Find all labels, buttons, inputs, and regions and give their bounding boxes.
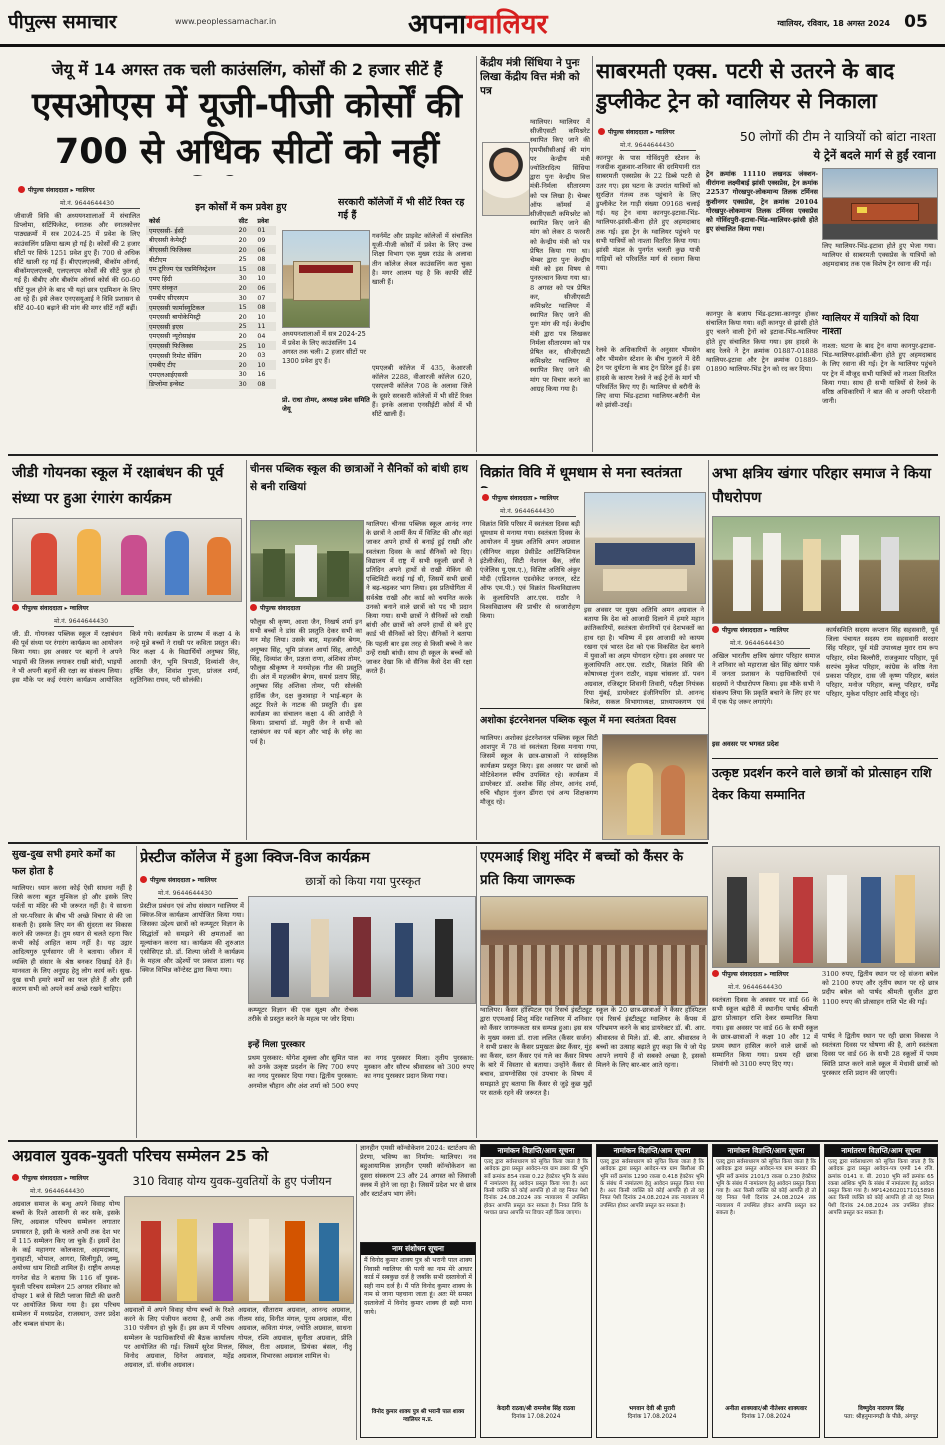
divider bbox=[476, 460, 477, 840]
khangar-body-1: अखिल भारतीय क्षत्रिय खंगार परिहार समाज ने शनिवार को महाराजा खेत सिंह खंगार पार्क में जनता प्रशासन के पदाधिकारियों एवं सदस्यों ने पौधारोपण किया। इस मौके सभी ने संकल्प लिया कि प्रकृति बचाने के लिए हर घर में एक पेड़ जरूर लगाएंगे। bbox=[712, 652, 820, 707]
sabarmati-sub-2: ये ट्रेनें बदले मार्ग से हुईं रवाना bbox=[813, 148, 936, 162]
vikrant-photo bbox=[584, 492, 706, 604]
sukh-headline: सुख-दुख सभी हमारे कर्मों का फल होता है bbox=[12, 849, 116, 877]
ashoka-headline: अशोका इंटरनेशनल पब्लिक स्कूल में मना स्वतंत्रता दिवस bbox=[480, 715, 676, 726]
prestige-mobile: मो.नं. 9644644430 bbox=[158, 888, 238, 899]
th-seat: सीट bbox=[238, 217, 248, 226]
red-dot-icon bbox=[140, 876, 147, 883]
masthead-logo: पीपुल्स समाचार bbox=[8, 11, 117, 32]
cell-seat: 30 bbox=[238, 293, 247, 302]
sos-photo-caption: अध्ययनशालाओं में सत्र 2024-25 में प्रवेश के लिए काउंसलिंग 14 अगस्त तक चली। 2 हजार सीटों पर 1300 प्रवेश हुए हैं। bbox=[282, 330, 366, 365]
ad-title: नामांतरण विज्ञप्ति/आम सूचना bbox=[825, 1145, 937, 1157]
table-header bbox=[146, 216, 276, 226]
ami-photo bbox=[480, 896, 708, 1006]
divider bbox=[476, 56, 477, 452]
ami-convocation: ज्ञानहीन एमसी कॉन्वोकेशन 2024: स्टार्टअप की प्रेरणा, भविष्य का निर्माण: ग्वालियर। नव बहुआयामिक ज्ञानहीन एमसी कॉन्वोकेशन का दूसरा संस्करण 23 और 24 अगस्त को जिवाजी क्लब में होने जा रहा है। जिसमें प्रदेश भर से छात्र और स्टार्टअप भाग लेंगे। bbox=[360, 1144, 476, 1199]
divider bbox=[708, 460, 709, 840]
table-row bbox=[146, 322, 276, 332]
vikrant-body-3-text: इस अवसर पर कुलाधिपति आर.एस. राठौर, विक्रांत विवि की कोषाध्यक्ष गुंजन राठौर, वाइस चांसलर डॉ. पवन अग्रवाल, रजिस्ट्रार शिवानी तिवारी, परीक्षा नियंत्रक रिया मुंबई, डायरेक्टर इंजीनियरिंग प्रो. आनन्द बिलेश, सकल विभागाध्यक्ष, प्राध्यापकगण एवं bbox=[584, 652, 704, 706]
sabarmati-side-body: नाश्ता: घटना के बाद ट्रेन वाया कानपुर-इटावा-भिंड-ग्वालियर-झांसी-बीना होते हुए अहमदाबाद के लिए रवाना की गई। ट्रेन के ग्वालियर पहुंचने पर ट्रेन में मौजूद सभी यात्रियों को नाश्ता वितरित किया गया। साथ ही सभी यात्रियों से रेलवे के वरिष्ठ अधिकारियों ने बात की व अपनी परेशानी जानी। bbox=[822, 342, 936, 406]
chinese-photo bbox=[250, 520, 364, 602]
utkrisht-body-1: 3100 रुपए, द्वितीय स्थान पर रहे संजना बघेल को 2100 रुपए और तृतीय स्थान पर रहे छात्र प्रदीप बघेल को पार्षद श्रीमती सुजीत द्वारा 1100 रुपए की प्रोत्साहन राशि भेंट की गई। bbox=[822, 970, 938, 1006]
cell-seat: 20 bbox=[236, 360, 255, 370]
rule bbox=[712, 758, 938, 759]
masthead bbox=[0, 0, 945, 48]
prestige-body-2: कम्प्यूटर विज्ञान की एक सूक्ष्म और रोचक तरीके से प्रस्तुत करने के महत्व पर जोर दिया। bbox=[248, 1006, 358, 1024]
row-rule bbox=[8, 842, 708, 844]
cell-admission: 09 bbox=[257, 235, 266, 244]
ad-signer: विष्णुदेव नारायण सिंह bbox=[858, 1406, 904, 1412]
sos-course-table bbox=[146, 216, 276, 442]
sabarmati-mobile: मो.नं. 9644644430 bbox=[620, 140, 696, 151]
utkrisht-photo bbox=[712, 846, 940, 968]
sos-side-kicker: सरकारी कॉलेजों में भी सीटें रिक्त रह गई हैं bbox=[338, 197, 465, 221]
sabarmati-headline-2: डुप्लीकेट ट्रेन को ग्वालियर से निकाला bbox=[596, 89, 877, 113]
goenka-mobile: मो.नं. 9644644430 bbox=[54, 616, 134, 627]
sos-quote: प्रो. राधा तोमर, अध्यक्ष प्रवेश समिति जेयू bbox=[282, 396, 370, 413]
sos-table-title: इन कोर्सों में कम प्रवेश हुए bbox=[195, 202, 287, 213]
cell-seat: 30 bbox=[238, 370, 247, 379]
sukh-body: ग्वालियर। ध्यान करना कोई ऐसी साधना नहीं है जिसे करना बहुत मुश्किल हो और इसके लिए पर्वतों या मंदिर की भी जरूरत नहीं है। ये साधना तो घर-परिवार के बीच भी अच्छे विचार से की जा सकती है। इसके लिए मन की सुंदरता का विकास करने की जरूरत है। तुम ध्यान से चलते रहना फिर कभी कोई आहित काम नहीं है। यह उद्गार आदित्यगुरु पूर्णसागर जी ने बताया। जीवन में व्यक्ति ही संसार के श्रेष्ठ बनकर दिखाई देते हैं। मानवता के लिए अनुग्रह हेतु लोग कार्य करें। सुख-दुख सभी हमारे कर्मों का फल होते हैं और इसी कारण सभी को अपने कर्म अच्छे रखने चाहिए। bbox=[12, 884, 132, 994]
cell-seat: 20 bbox=[238, 235, 247, 244]
agrawal-body-1: अग्रवाल समाज के बन्धु अपने विवाह योग्य बच्चों के रिश्ते आसानी से कर सके, इसके लिए, अग्रवाल परिचय सम्मेलन लगातार प्रयासरत है, इसी के चलते अभी तक देश भर में 115 सम्मेलन किए जा चुके हैं। इसमें देश के कई महानगर कोलकाता, अहमदाबाद, गुवाहाटी, भोपाल, आगरा, सिलीगुड़ी, जम्मू, अयोध्या धाम शिरडी शामिल हैं। राष्ट्रीय अध्यक्ष गगनेश सेठ ने बताया कि 116 वाँ युवक-युवती परिचय सम्मेलन 25 अगस्त रविवार को दोपहर 1 बजे से सिटी प्लाजा सिटी की छतरी पर आयोजित किया गया है। इस परिचय सम्मेलन में मध्यप्रदेश, राजस्थान, उत्तर प्रदेश और चम्बल संभाग के। bbox=[12, 1200, 120, 1328]
ad-signer: अनीता शाक्यवार/श्री नीतेश्वर शाक्यवार bbox=[725, 1406, 807, 1412]
cell-course: एमएससी- ईसी bbox=[146, 226, 236, 236]
red-dot-icon bbox=[598, 128, 605, 135]
red-dot-icon bbox=[250, 604, 257, 611]
ad-signer: भगवान देवी श्री मुरारी bbox=[629, 1406, 675, 1412]
cell-admission: 10 bbox=[257, 312, 266, 321]
prestige-body-3: प्रथम पुरस्कार: योगेश शुक्ला और सुमित पाल को उनके उत्कृष्ट प्रदर्शन के लिए 700 रुपए का नगद पुरस्कार दिया गया। द्वितीय पुरस्कार: अनमोल चौहान और अंश शर्मा को 500 रुपए का नगद पुरस्कार मिला। तृतीय पुरस्कार: मुस्कान और सौरभ श्रीवास्तव को 300 रुपए का नगद पुरस्कार प्रदान किया गया। bbox=[248, 1054, 474, 1090]
notice-body: मैं विनोद कुमार शाक्य पुत्र श्री भरानी पाल शाक्य निवासी ग्वालियर की पत्नी का नाम मेरे आधार कार्ड में सबकुछ दर्ज है जबकि सभी दस्तावेजों में सही नाम दर्ज है। मैं पति विनोद कुमार शाक्य के नाम से जाना पहचाना जाता हूं। अतः मेरे समस्त दस्तावेजों में विनोद कुमार शाक्य ही सही माना जाये। bbox=[364, 1257, 472, 1316]
cell-course: एम टूरिज्म एंड एडमिनिस्ट्रेशन bbox=[146, 264, 236, 274]
ad-2 bbox=[596, 1144, 708, 1438]
cell-seat: 30 bbox=[236, 379, 255, 389]
cell-course: बीटीएम bbox=[149, 255, 167, 264]
prestige-sub: छात्रों को किया गया पुरस्कृत bbox=[305, 874, 421, 888]
cell-admission: 06 bbox=[254, 283, 276, 293]
chinese-body-2: ग्वालियर। चीनस पब्लिक स्कूल आनंद नगर के छात्रों ने आर्मी कैंप में विजिट की और वहां जाकर अपने हाथों से बनाई हुई राखी और स्वतंत्रता दिवस के कार्ड सैनिकों को दिए। विद्यालय में राष्ट्र में सभी स्कूली छात्रों ने प्रतिदिन अपने हाथों से राखी मेकिंग की एक्टिविटी कराई गई थी, जिसमें सभी छात्रों ने बढ़-चढ़कर भाग लिया। इस प्रतियोगिता में सर्वश्रेष्ठ राखी और कार्ड को चयनित करके उनको बनाने वाले छात्रों को पद भी प्रदान किया गया। सभी छात्रों ने सैनिकों को राखी बांधी और छात्रों को अपने हाथों से बने हुए कार्ड भी सैनिकों को दिए। सैनिकों ने बताया कि पहली बार इस तरह से किसी बच्चे ने कर उन्हें राखी बांधी। साथ ही स्कूल के बच्चों को जाकर देखा कि वो सैनिक कैसे देश की रक्षा करते हैं। bbox=[366, 520, 472, 676]
row-rule bbox=[8, 454, 938, 456]
cell-course: एमए संस्कृत bbox=[146, 283, 236, 293]
row-rule bbox=[8, 1140, 938, 1142]
ad-date: दिनांक 17.08.2024 bbox=[511, 1414, 561, 1420]
table-row bbox=[146, 379, 276, 389]
scindia-headline: केंद्रीय मंत्री सिंधिया ने पुनः लिखा केंद्रीय वित्त मंत्री को पत्र bbox=[480, 57, 580, 97]
ad-body: एतद् द्वारा सर्वसाधारण को सूचित किया जाता है कि आवेदक द्वारा प्रस्तुत आवेदन-पत्र ग्राम बनवार की भूमि सर्वे क्रमांक 2101/3 रकबा 0.230 हेक्टेयर भूमि के संबंध में नामांतरण हेतु आवेदन प्रस्तुत किया गया है। अतः किसी व्यक्ति को कोई आपत्ति हो तो वह नियत पेशी दिनांक 24.08.2024 तक न्यायालय में उपस्थित होकर आपत्ति प्रस्तुत कर सकता है। bbox=[716, 1159, 816, 1217]
agrawal-sub: 310 विवाह योग्य युवक-युवतियों के हुए पंजीयन bbox=[132, 1174, 332, 1188]
cell-seat: 25 bbox=[236, 322, 255, 332]
khangar-headline: अभा क्षत्रिय खंगार परिहार समाज ने किया पौधरोपण bbox=[712, 466, 931, 506]
cell-admission: 08 bbox=[254, 379, 276, 389]
cell-admission: 10 bbox=[254, 341, 276, 351]
table-row bbox=[146, 264, 276, 274]
sabarmati-sub-1: 50 लोगों की टीम ने यात्रियों को बांटा नाश्ता bbox=[739, 129, 936, 144]
ami-headline: एएमआई शिशु मंदिर में बच्चों को कैंसर के प्रति किया जागरूक bbox=[480, 850, 683, 888]
notice-foot: विनोद कुमार शाक्य पुत्र श्री भरानी पाल शाक्य ग्वालियर म.प्र. bbox=[371, 1409, 465, 1423]
cell-course: बीएससी फिजिक्स bbox=[146, 245, 236, 255]
cell-course: एमएससी न्यूरोसाइंस bbox=[149, 332, 196, 341]
ad-body: एतद् द्वारा सर्वसाधारण को सूचित किया जाता है कि आवेदक द्वारा प्रस्तुत आवेदन-पत्र एमपी 14 रजि. क्रमांक 0141 व. बी. 2010 भूमि सर्वे क्रमांक 65 रकबा आंशिक भूमि के संबंध में नामांतरण हेतु आवेदन प्रस्तुत किया गया है। MP1426020171015898 अतः किसी व्यक्ति को कोई आपत्ति हो तो वह नियत पेशी दिनांक 24.08.2024 तक उपस्थित होकर आपत्ति प्रस्तुत कर सकता है। bbox=[828, 1159, 934, 1217]
notice-title: नाम संशोधन सूचना bbox=[361, 1243, 475, 1255]
utkrisht-headline: उत्कृष्ट प्रदर्शन करने वाले छात्रों को प्रोत्साहन राशि देकर किया सम्मानित bbox=[712, 765, 932, 802]
sos-headline-2: 700 से अधिक सीटों को नहीं bbox=[54, 132, 440, 172]
utkrisht-byline: पीपुल्स संवाददाता ▸ ग्वालियर bbox=[712, 970, 812, 982]
table-row bbox=[146, 312, 276, 322]
cell-course: बीएससी केमेस्ट्री bbox=[149, 236, 187, 245]
cell-seat: 20 bbox=[236, 245, 255, 255]
sos-kicker: जेयू में 14 अगस्त तक चली काउंसलिंग, कोर्सों की 2 हजार सीटें हैं bbox=[51, 60, 443, 79]
table-row bbox=[146, 293, 276, 303]
goenka-photo bbox=[12, 518, 242, 602]
chinese-headline: चीनस पब्लिक स्कूल की छात्राओं ने सैनिकों को बांधी हाथ से बनी राखियां bbox=[250, 463, 469, 493]
khangar-body-2: इस अवसर पर भगवत प्रदेश bbox=[712, 740, 779, 748]
ad-1 bbox=[480, 1144, 592, 1438]
masthead-rule bbox=[0, 44, 945, 47]
rule bbox=[480, 708, 706, 709]
divider bbox=[592, 56, 593, 452]
sos-side-body-2: एमएलबी कॉलेज में 435, केआरजी कॉलेज 2288, वीआरजी कॉलेज 620, एसएलपी कॉलेज 708 के अलावा जिले के दूसरे सरकारी कॉलेजों में भी सीटें रिक्त हैं। इनके अलावा एनसीईटी कोर्स में भी सीटें खाली हैं। bbox=[372, 364, 472, 419]
cell-admission: 08 bbox=[257, 255, 266, 264]
cell-seat: 25 bbox=[236, 341, 255, 351]
dateline: ग्वालियर, रविवार, 18 अगस्त 2024 bbox=[777, 19, 890, 28]
cell-seat: 20 bbox=[238, 351, 247, 360]
ad-date: दिनांक 17.08.2024 bbox=[627, 1414, 677, 1420]
table-row bbox=[146, 341, 276, 351]
table-row bbox=[146, 283, 276, 293]
goenka-body: जी. डी. गोयनका पब्लिक स्कूल में रक्षाबंधन की पूर्व संध्या पर रंगारंग कार्यक्रम का आयोजन किया गया। इस अवसर पर बहनों ने अपने भाइयों की तिलक लगाकर राखी बांधी, भाइयों ने भी अपनी बहनों की रक्षा का संकल्प लिया। इस मौके पर कई रंगारंग कार्यक्रम आयोजित किये गये। कार्यक्रम के प्रारम्भ में कक्षा 4 के नन्हे मुन्ने बच्चों ने राखी पर कविता प्रस्तुत की। फिर कक्षा 4 के विद्यार्थियों अनुष्का सिंह, आराधी जैन, भूमि त्रिपाठी, दिव्यांशी जैन, हर्षित जैन, शिवांश गुप्ता, प्रांजल शर्मा, स्तुतिनिका राघव, परी सोलंकी। bbox=[12, 630, 240, 685]
cell-course: एमबीए टीए bbox=[146, 360, 236, 370]
red-dot-icon bbox=[12, 604, 19, 611]
chinese-byline: पीपुल्स संवाददाता bbox=[250, 604, 362, 616]
table-row bbox=[146, 350, 276, 360]
cell-seat: 20 bbox=[236, 226, 255, 236]
cell-admission: 06 bbox=[254, 245, 276, 255]
cell-admission: 08 bbox=[254, 264, 276, 274]
ad-body: एतद् द्वारा सर्वसाधारण को सूचित किया जाता है कि आवेदक द्वारा प्रस्तुत आवेदन-पत्र ग्राम डबरा की भूमि सर्वे क्रमांक 854 रकबा 0.22 हेक्टेयर भूमि के संबंध में नामांतरण हेतु आवेदन प्रस्तुत किया गया है। अतः किसी व्यक्ति को कोई आपत्ति हो तो वह नियत पेशी दिनांक 24.08.2024 तक न्यायालय में उपस्थित होकर आपत्ति प्रस्तुत कर सकता है। नियत तिथि के पश्चात प्राप्त आपत्ति पर विचार नहीं किया जाएगा। bbox=[484, 1159, 588, 1217]
cell-course: एमएलआईएससी bbox=[149, 370, 188, 379]
th-course: कोर्स bbox=[149, 217, 160, 226]
ad-title: नामांकन विज्ञप्ति/आम सूचना bbox=[481, 1145, 591, 1157]
cell-course: एमएससी इएस bbox=[146, 322, 236, 332]
divider bbox=[246, 460, 247, 840]
divider bbox=[136, 846, 137, 1138]
masthead-website[interactable]: www.peoplessamachar.in bbox=[175, 17, 277, 26]
utkrisht-mobile: मो.नं. 9644644430 bbox=[728, 982, 808, 993]
ad-4 bbox=[824, 1144, 938, 1438]
table-row bbox=[146, 274, 276, 284]
prestige-body-1: प्रेस्टीज प्रबंधन एवं शोध संस्थान ग्वालियर में क्विज-विज कार्यक्रम आयोजित किया गया। जिसका उद्देश्य छात्रों को कम्प्यूटर विज्ञान के सिद्धांतों को समझने की क्षमताओं का मूल्यांकन करना था। कार्यक्रम की शुरुआत एसोसिएट प्रो. डॉ. शिल्पा जोशी ने कार्यक्रम के महत्व और उद्देश्यों पर प्रकाश डाला। यह क्विज विभिन्न कॉन्टेस्ट द्वारा किया गया। bbox=[140, 902, 244, 975]
table-row bbox=[146, 226, 276, 236]
agrawal-mobile: मो.नं. 9644644430 bbox=[30, 1186, 110, 1197]
vikrant-mobile: मो.नं. 9644644430 bbox=[500, 506, 576, 517]
table-row bbox=[146, 370, 276, 380]
agrawal-photo bbox=[124, 1196, 354, 1304]
cell-seat: 25 bbox=[238, 255, 247, 264]
cell-admission: 10 bbox=[257, 274, 266, 283]
prestige-photo bbox=[248, 896, 476, 1004]
prestige-winners-head: इन्हें मिला पुरस्कार bbox=[248, 1040, 305, 1050]
cell-seat: 15 bbox=[236, 264, 255, 274]
cell-course: डिप्लोमा इन्वेस्ट bbox=[146, 379, 236, 389]
vikrant-byline: पीपुल्स संवाददाता ▸ ग्वालियर bbox=[482, 494, 582, 506]
khangar-byline: पीपुल्स संवाददाता ▸ ग्वालियर bbox=[712, 626, 822, 638]
cell-admission: 08 bbox=[254, 302, 276, 312]
course-table bbox=[146, 216, 276, 389]
train-caption: लिए ग्वालियर-भिंड-इटावा होते हुए भेजा गया। ग्वालियर से साबरमती एक्सप्रेस के यात्रियों को अहमदाबाद तक एक विशेष ट्रेन रवाना की गई। bbox=[822, 242, 936, 269]
sabarmati-headline-1: साबरमती एक्स. पटरी से उतरने के बाद bbox=[596, 59, 895, 83]
cell-admission: 01 bbox=[254, 226, 276, 236]
vikrant-headline: विक्रांत विवि में धूमधाम से मना स्वतंत्रता bbox=[480, 465, 682, 481]
ad-date: पता: श्रीहनुमानगढ़ी के पीछे, अंगपुर bbox=[843, 1414, 919, 1420]
table-row bbox=[146, 235, 276, 245]
jiwaji-university-photo bbox=[282, 230, 370, 328]
cell-seat: 20 bbox=[238, 331, 247, 340]
red-dot-icon bbox=[712, 626, 719, 633]
scindia-body: ग्वालियर। ग्वालियर में सीजीएसटी कमिश्नरेट स्थापित किए जाने की एमपीसीसीआई की मांग पर केन्द्रीय मंत्री ज्योतिरादित्य सिंधिया द्वारा पुनः केन्द्रीय वित्त मंत्री-निर्मला सीतारमण को पत्र लिखा है। चेम्बर ऑफ कॉमर्स में सीजीएसटी कमिश्नरेट को स्थापित किए जाने की मांग को लेकर 8 फरवरी को केन्द्रीय मंत्री को पत्र प्रेषित किया गया था। चेम्बर द्वारा पुनः केन्द्रीय मंत्री को इस विषय से पुनरुत्थान किया गया था। 8 अगस्त को पत्र प्रेषित कर, सीजीएसटी कमिश्नरेट ग्वालियर में स्थापित किए जाने की पुनः मांग की गई। केन्द्रीय मंत्री द्वारा पत्र लिखकर निर्मला सीतारमण को पत्र प्रेषित कर, सीजीएसटी कमिश्नरेट ग्वालियर में स्थापित किए जाने की मांग पर विचार करने का आग्रह किया गया है। bbox=[530, 118, 590, 393]
ad-title: नामांकन विज्ञप्ति/आम सूचना bbox=[713, 1145, 819, 1157]
utkrisht-body-2: स्वतंत्रता दिवस के अवसर पर वार्ड 66 के सभी स्कूल बड़ोरी में स्थानीय पार्षद श्रीमती द्वारा प्रोत्साहन राशि देकर सम्मानित किया गया। इस अवसर पर वार्ड 66 के सभी स्कूल के छात्र-छात्राओं ने कक्षा 10 और 12 में प्रथम स्थान हासिल करने वाले छात्रों को सम्मानित किया गया। प्रथम रही छात्रा शिवांगी को 3100 रुपए दिए गए। bbox=[712, 996, 818, 1069]
sos-side-body-1: गवर्नमेंट और प्राइवेट कॉलेजों में संचालित यूजी-पीजी कोर्सों में प्रवेश के लिए उच्च शिक्षा विभाग एक मुख्य राउंड के अलावा तीन कॉलेज लेवल काउंसलिंग करा चुका है। मगर आलम यह है कि काफी सीटें खाली हैं। bbox=[372, 232, 472, 287]
agrawal-headline: अग्रवाल युवक-युवती परिचय सम्मेलन 25 को bbox=[12, 1147, 269, 1165]
ashoka-photo bbox=[602, 734, 708, 840]
khangar-body-3: कार्यसमिति सदस्य कप्तान सिंह सहसवारी, पूर्व जिला पंचायत सदस्य राम सहसवारी सरदार सिंह परिहार, पूर्व मंडी उपाध्यक्ष मुरार राम रूप परिहार, रमेश बिल्लौरी, राजकुमार परिहार, पूर्व सरपंच मुकेश परिहार, कांग्रेस के वरिष्ठ नेता प्रकाश परिहार, दास जी कृष्ण परिहार, बसंत परिहार, मनोज परिहार, बल्लू परिहार, धर्मेंद्र परिहार, मुकेश परिहार आदि मौजूद रहे। bbox=[826, 626, 938, 699]
cell-admission: 16 bbox=[257, 370, 266, 379]
agrawal-body-2: अग्रवालों में अपने विवाह योग्य बच्चों के रिश्ते करने के लिए पंजीयन कराया है, अभी तक 310 पंजीयन हो चुके हैं। इस क्रम में परिचय सम्मेलन के पदाधिकारियों की बैठक कार्यालय पर आयोजित की गई। जिसमें सुरेश मित्तल, विनोद अग्रवाल, दिनेश अग्रवाल, महेंद्र अग्रवाल, डॉ. संजीव अग्रवाल। bbox=[124, 1306, 234, 1370]
agrawal-byline: पीपुल्स संवाददाता ▸ ग्वालियर bbox=[12, 1174, 112, 1186]
cell-course: एमबीए सीएसएम bbox=[149, 294, 189, 303]
chinese-body-1: फौलुस श्री कृष्ण, आशा जैन, निखर्ष शर्मा इन सभी बच्चों ने डांस की प्रस्तुति देकर सभी का मन मोह लिया। उसके बाद, महजबीन बेगम, अनुष्का सिंह, भूमि प्रांजल आर्या सिंह, आरोही सिंह, दिव्यांश जैन, प्रज्ञता राणा, अंशिका तोमर, फौलुस श्रीकृष्ण ने मनमोहक गीत की प्रस्तुति दी। अंत में महजबीन बेगम, समर्थ प्रताप सिंह, अनुष्का सिंह अंशिका तोमर, परी सोलंकी हार्दिक जैन, दक्ष कुशवाहा ने भाई-बहन के अटूट रिश्ते के नाटक की प्रस्तुति दी। इस कार्यक्रम का संचालन कक्षा 4 की आरोही ने किया। प्राचार्या डॉ. मधुरी जैन ने सभी को रक्षाबंधन का पर्व बहन और भाई के स्नेह का पर्व है। bbox=[250, 618, 362, 746]
sabarmati-routes-2: कानपुर के बजाय भिंड-इटावा-कानपुर होकर संचालित किया गया। वहीं कानपुर से झांसी होते हुए चलने वाली ट्रेनों को इटावा-भिंड-ग्वालियर होते हुए संचालित किया गया। इस हादसे के बाद रेलवे ने ट्रेन क्रमांक 01887-01888 ग्वालियर-इटावा और ट्रेन क्रमांक 01889-01890 ग्वालियर-भिंड ट्रेन को रद कर दिया। bbox=[706, 310, 818, 374]
red-dot-icon bbox=[482, 494, 489, 501]
vikrant-body-1: विक्रांत विवि परिसर में स्वतंत्रता दिवस बड़ी धूमधाम से मनाया गया। स्वतंत्रता दिवस के आयोजन में मुख्य अतिथि अमन अग्रवाल (सीनियर वाइस प्रेसीडेंट आर्टिफिशियल इंटेलीजेंस), सिटी नेशनल बैंक, लॉस एंजेलिस यू.एस.ए.), विशिष्ट अतिथि अंकुर मोदी (एडिशनल एडवोकेट जनरल, स्टेट ऑफ एम.पी.) एवं विक्रांत विश्वविद्यालय के कुलाधिपति आर.एस. राठौर ने विश्वविद्यालय की प्राचीर से ध्वजारोहण किया। bbox=[480, 520, 580, 621]
cell-admission: 03 bbox=[257, 351, 266, 360]
cell-course: एमएससी रिमोट सेंसिंग bbox=[149, 351, 202, 360]
cell-admission: 11 bbox=[254, 322, 276, 332]
red-dot-icon bbox=[18, 186, 25, 193]
sos-body: जीवाजी विवि की अध्ययनशालाओं में संचालित डिप्लोमा, सर्टिफिकेट, स्नातक और स्नातकोत्तर पाठ्यक्रमों में सत्र 2024-25 में प्रवेश के लिए काउंसलिंग प्रक्रिया खत्म हो गई है। कोर्सों की 2 हजार सीटों पर सिर्फ 1251 प्रवेश हुए हैं। 700 से अधिक सीटें खाली रह गई हैं। बीएएलएलबी, बीकॉम ऑनर्स, बीकॉमएलएलबी, एलएलएम कोर्सों की सीटें फुल हो गई हैं। बीबीए और बीकॉम ऑनर्स कोर्स की 60-60 सीटें फुल होने के बाद भी यहां छात्र एडमिशन के लिए आ रहे हैं। इसे लेकर एनएसयूआई ने विवि प्रशासन से सीटें 40-40 बढ़ाने की मांग की मगर सीटें नहीं बढ़ीं। bbox=[14, 212, 140, 313]
goenka-byline: पीपुल्स संवाददाता ▸ ग्वालियर bbox=[12, 604, 132, 616]
table-row bbox=[146, 360, 276, 370]
ami-body-2: स्कूल के 20 छात्र-छात्राओं ने कैंसर हॉस्पिटल एवं रिसर्च इंस्टीट्यूट ग्वालियर के कैंपस में परिभ्रमण करने के बाद डायरेक्टर डॉ. बी. आर. श्रीवास्तव से मिले। डॉ. बी. आर. श्रीवास्तव ने बच्चों का उत्साह बढ़ाते हुए कहा कि ये जो पेड़ आपने लगाये हैं वो सबको अच्छा है, इसको मिलने के लिए बार-बार आते रहना। bbox=[596, 1006, 706, 1070]
cell-seat: 15 bbox=[236, 302, 255, 312]
red-dot-icon bbox=[712, 970, 719, 977]
section-title bbox=[408, 4, 608, 40]
cell-seat: 30 bbox=[238, 274, 247, 283]
page-number: 05 bbox=[904, 12, 928, 32]
table-row bbox=[146, 331, 276, 341]
cell-course: एमए हिंदी bbox=[149, 274, 173, 283]
cell-admission: 10 bbox=[254, 360, 276, 370]
cell-seat: 20 bbox=[236, 283, 255, 293]
table-row bbox=[146, 302, 276, 312]
ad-title: नामांकन विज्ञप्ति/आम सूचना bbox=[597, 1145, 707, 1157]
ad-date: दिनांक 17.08.2024 bbox=[741, 1414, 791, 1420]
prestige-byline: पीपुल्स संवाददाता ▸ ग्वालियर bbox=[140, 876, 250, 888]
khangar-photo bbox=[712, 516, 940, 624]
cell-admission: 04 bbox=[257, 331, 266, 340]
th-admission: प्रवेश bbox=[257, 217, 269, 226]
agrawal-body-3: अग्रवाल, सीताराम अग्रवाल, आनन्द अग्रवाल, नीलम सांद, विनीत मंगल, पूनम अग्रवाल, मीरा अग्रवाल, कविता मंगल, ज्योति अग्रवाल, साधना गोयल, रश्मि अग्रवाल, सुनीता अग्रवाल, प्रीति सिंघल, रीता अग्रवाल, प्रियंका बंसल, नीतू अग्रवाल, विभारका अग्रवाल शामिल थे। bbox=[238, 1306, 352, 1361]
red-dot-icon bbox=[12, 1174, 19, 1181]
cell-course: एमएससी फिजिक्स bbox=[146, 341, 236, 351]
cell-seat: 20 bbox=[238, 312, 247, 321]
cell-admission: 07 bbox=[257, 293, 266, 302]
sabarmati-routes: ट्रेन क्रमांक 11110 लखनऊ जंक्शन-वीरांगना लक्ष्मीबाई झांसी एक्सप्रेस, ट्रेन क्रमांक 22537 गोरखपुर-लोकमान्य तिलक टर्मिनस कुशीनगर एक्सप्रेस, ट्रेन क्रमांक 20104 गोरखपुर-लोकमान्य तिलक टर्मिनस एक्सप्रेस को गोविंदपुरी-इटावा-भिंड-ग्वालियर-झांसी होते हुए संचालित किया गया। bbox=[706, 170, 818, 234]
table-row bbox=[146, 254, 276, 264]
khangar-mobile: मो.नं. 9644644430 bbox=[730, 638, 810, 649]
section-prefix: अपना bbox=[408, 9, 466, 40]
sabarmati-body: कानपुर के पास गोविंदपुरी स्टेशन के नजदीक शुक्रवार-शनिवार की दरमियानी रात साबरमती एक्सप्रेस के 22 डिब्बे पटरी से उतर गए। इस घटना के उपरांत यात्रियों को सुरक्षित गंतव्य तक पहुंचाने के लिए डुप्लीकेट रेल गाड़ी संख्या 09168 चलाई गई। यह ट्रेन वाया कानपुर-इटावा-भिंड-ग्वालियर-झांसी-बीना होते हुए अहमदाबाद तक गई। इस ट्रेन के ग्वालियर पहुंचने पर सभी यात्रियों को नाश्ता वितरित किया गया। झांसी मंडल के पुनर्गत चलती कुछ यात्री गाड़ियों को परिवर्तित मार्ग से रवाना किया गया। bbox=[596, 154, 700, 273]
sabarmati-body-2: रेलवे के अधिकारियों के अनुसार भीमसेन और भीमसेन स्टेशन के बीच गुजरने में देरी ट्रेन पर दुर्घटना के बाद ट्रेन डिरेल हुई है। इस हादसे के कारण रेलवे ने कई ट्रेनों के मार्ग भी परिवर्तित किए गए हैं। ग्वालियर से बरौनी के लिए वाया भिंड-इटावा ग्वालियर-बरौनी मेल को झांसी-उरई। bbox=[596, 346, 700, 410]
prestige-headline: प्रेस्टीज कॉलेज में हुआ क्विज-विज कार्यक्रम bbox=[140, 850, 370, 866]
vikrant-body-2: इस अवसर पर मुख्य अतिथि अमन अग्रवाल ने बताया कि देश को आजादी दिलाने में हमारे महान क्रांतिकारियों, स्वतंत्रता सेनानियों एवं देशभक्तों का हाथ रहा है। भविष्य में इस आजादी को कायम रखना एवं भारत देश को एक विकसित देश बनाने में युवाओं का अहम योगदान रहेगा। इस अवसर पर कुलाधिपति आर.एस. राठौर, विक्रांत विवि की कोषाध्यक्ष गुंजन राठौर, वाइस चांसलर डॉ. पवन अग्रवाल, रजिस्ट्रार शिवानी तिवारी, परीक्षा नियंत्रक रिया मुंबई, डायरेक्टर इंजीनियरिंग प्रो. आनन्द बिलेश, सकल विभागाध्यक्ष, प्राध्यापकगण एवं bbox=[584, 606, 704, 706]
sabarmati-side-head: ग्वालियर में यात्रियों को दिया नाश्ता bbox=[822, 313, 919, 337]
ashoka-body: ग्वालियर। अशोका इंटरनेशनल पब्लिक स्कूल सिटी आशपुर में 78 वां स्वतंत्रता दिवस मनाया गया, जिसमें स्कूल के छात्र-छात्राओं ने सांस्कृतिक कार्यक्रम प्रस्तुत किए। इस अवसर पर छात्रों को मोटिवेशनल स्पीच उपस्थित रहे। कार्यक्रम में डायरेक्टर डॉ. अशोक सिंह तोमर, आनंद शर्मा, रुचि चौहान गुंजन ढींगरा एवं अन्य शिक्षकगण मौजूद रहे। bbox=[480, 734, 598, 807]
train-photo bbox=[822, 168, 938, 240]
section-city: ग्वालियर bbox=[465, 9, 548, 40]
sabarmati-byline: पीपुल्स संवाददाता ▸ ग्वालियर bbox=[598, 128, 698, 140]
ami-body-1: ग्वालियर। कैंसर हॉस्पिटल एवं रिसर्च इंस्टीट्यूट द्वारा एएमआई शिशु मंदिर ग्वालियर में शनिवार को कैंसर जागरूकता सत्र सम्पन्न हुआ। इस सत्र के मुख्य वक्ता डॉ. राजा ललित (कैंसर सर्जन) ने सभी प्रकार के कैंसर प्रमुखतः ब्रेस्ट कैंसर, मुंह का कैंसर, स्तन कैंसर एवं गले का कैंसर विषय के बारे में विस्तार से बताया। उन्होंने कैंसर से बचाव, डायग्नोसिस एवं उपचार के विषय में समझाते हुए बताया कि कैंसर से जुड़े कुछ मुद्दों पर सतर्क रहने की जरूरत है। bbox=[480, 1006, 592, 1097]
cell-course: एमएससी बायोकेमिस्ट्री bbox=[149, 313, 201, 322]
sos-byline: पीपुल्स संवाददाता ▸ ग्वालियर bbox=[18, 186, 138, 198]
divider bbox=[476, 846, 477, 1138]
ad-signer: केदारी राठवा/श्री रामनरेश सिंह राठवा bbox=[497, 1406, 575, 1412]
ad-body: एतद् द्वारा सर्वसाधारण को सूचित किया जाता है कि आवेदक द्वारा प्रस्तुत आवेदन-पत्र ग्राम बिलौआ की भूमि सर्वे क्रमांक 1290 रकबा 0.418 हेक्टेयर भूमि के संबंध में नामांतरण हेतु आवेदन प्रस्तुत किया गया है। अतः किसी व्यक्ति को कोई आपत्ति हो तो वह नियत पेशी दिनांक 24.08.2024 तक न्यायालय में उपस्थित होकर आपत्ति प्रस्तुत कर सकता है। bbox=[600, 1159, 704, 1209]
sos-mobile: मो.नं. 9644644430 bbox=[60, 198, 140, 209]
divider bbox=[356, 1144, 357, 1440]
goenka-headline: जीडी गोयनका स्कूल में रक्षाबंधन की पूर्व संध्या पर हुआ रंगारंग कार्यक्रम bbox=[12, 465, 224, 507]
utkrisht-body-3: पार्षद ने द्वितीय स्थान पर रही छात्रा विकास ने स्वतंत्रता दिवस पर घोषणा की है, आगे स्वतंत्रता दिवस पर वार्ड 66 के सभी 28 स्कूलों में पथम स्थिति प्राप्त करने वाले स्कूल में मेधावी छात्रों को पुरस्कार राशि प्रदान की जाएगी। bbox=[822, 1032, 938, 1077]
name-change-notice bbox=[360, 1242, 476, 1438]
sos-headline-1: एसओएस में यूजी-पीजी कोर्सों की bbox=[32, 86, 462, 126]
cell-course: एमएससी फार्मास्युटिकल bbox=[146, 302, 236, 312]
ad-3 bbox=[712, 1144, 820, 1438]
table-row bbox=[146, 245, 276, 255]
